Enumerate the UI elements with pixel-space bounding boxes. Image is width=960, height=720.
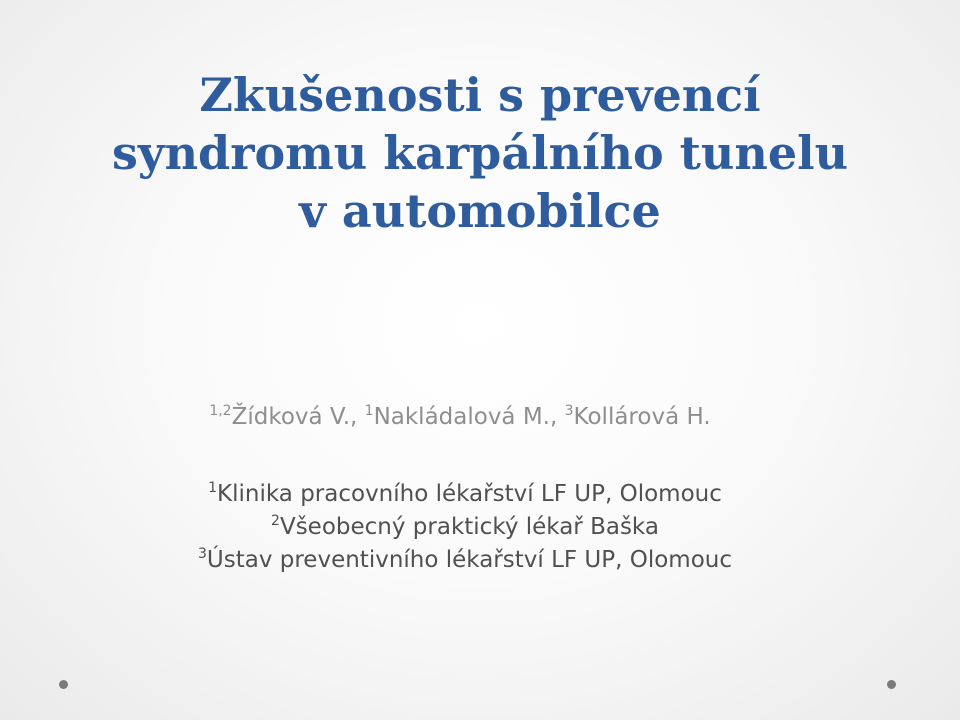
affiliation-2 [0,511,930,544]
affiliation-3-text: Ústav preventivního lékařství LF UP, Olomouc [206,547,733,573]
decorative-dot-right-icon [887,680,896,689]
author-3-name: Kollárová H. [573,404,711,430]
author-1-affiliation-mark: 1,2 [209,403,232,419]
author-1-name: Žídková V., [231,404,358,430]
decorative-dot-left-icon [59,680,68,689]
affiliation-3-mark: 3 [197,546,207,562]
affiliation-2-text: Všeobecný praktický lékař Baška [279,514,659,540]
title-line-1: Zkušenosti s prevencí [199,68,761,122]
affiliation-1-text: Klinika pracovního lékařství LF UP, Olomouc [217,481,722,507]
author-2-affiliation-mark: 1 [364,403,374,419]
title-line-3: v automobilce [299,184,661,238]
affiliation-2-mark: 2 [271,513,280,529]
author-2-name: Nakládalová M., [373,404,558,430]
author-3-affiliation-mark: 3 [564,403,574,419]
affiliation-1 [0,478,930,511]
affiliations-block [0,478,930,577]
authors-line [0,402,920,432]
slide-title [60,66,900,240]
affiliation-3 [0,544,930,577]
title-line-2: syndromu karpálního tunelu [111,126,849,180]
affiliation-1-mark: 1 [208,480,218,496]
